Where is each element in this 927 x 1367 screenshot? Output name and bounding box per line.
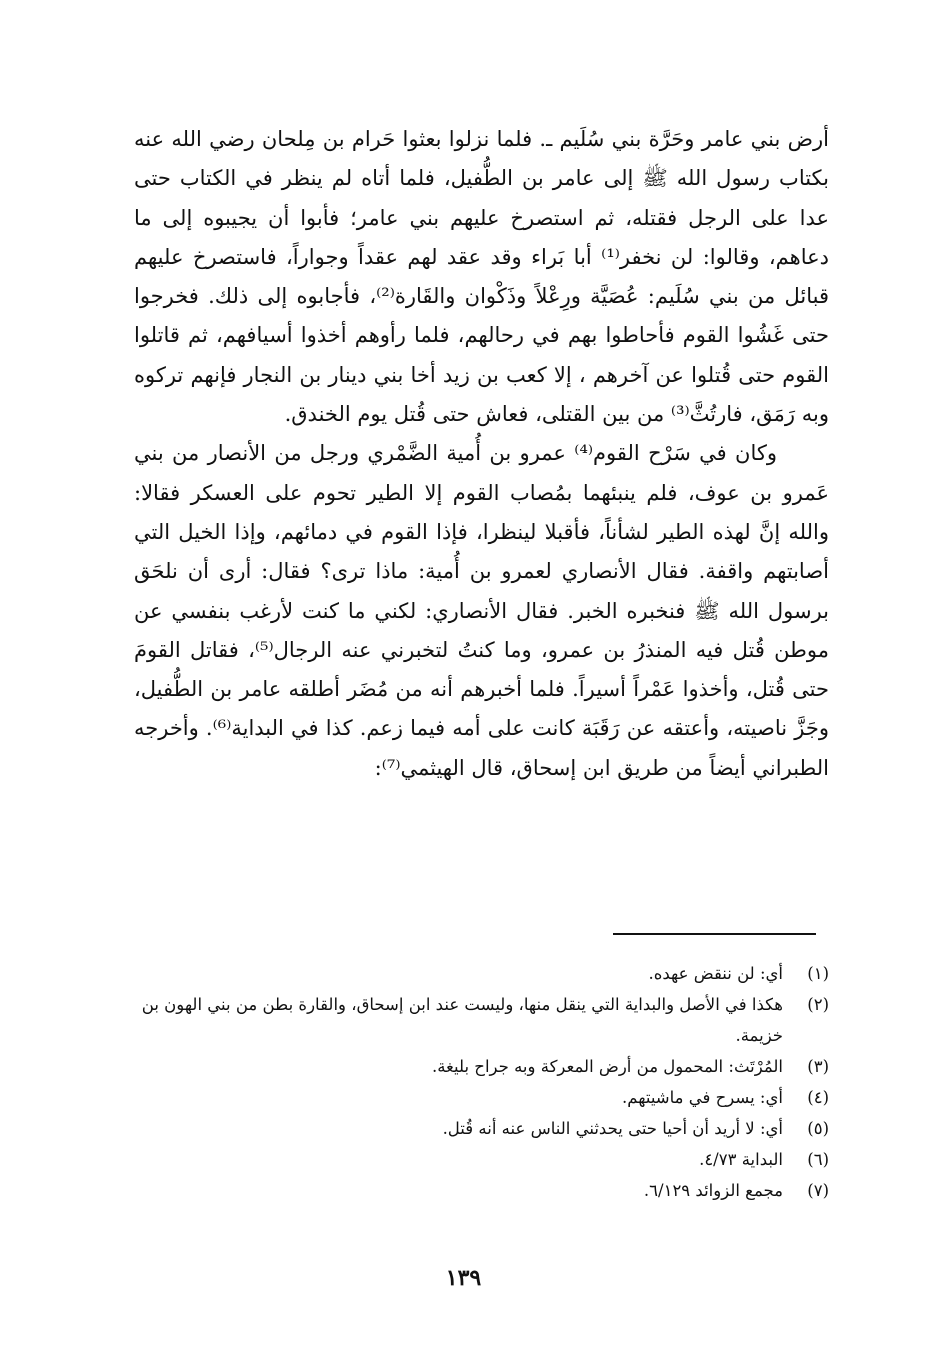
paragraph-2: وكان في سَرْح القوم⁽⁴⁾ عمرو بن أُمية الضَّمْري ورجل من الأنصار من بني عَمرو بن عوف، فلم ينبئهما بمُصاب القوم إلا الطير تحوم على العسكر فقالا: والله إنَّ لهذه الطير لشأناً، فأقبلا لينظرا، فإذا القوم في دمائهم، وإذا الخيل التي أصابتهم واقفة. فقال الأنصاري لعمرو بن أُمية: ماذا ترى؟ فقال: أرى أن نلحَق برسول الله ﷺ فنخبره الخبر. فقال الأنصاري: لكني ما كنت لأرغب بنفسي عن موطن قُتل فيه المنذرُ بن عمرو، وما كنتُ لتخبرني عنه الرجال⁽⁵⁾، فقاتل القومَ حتى قُتل، وأخذوا عَمْراً أسيراً. فلما أخبرهم أنه من مُضَر أطلقه عامر بن الطُّفيل، وجَزَّ ناصيته، وأعتقه عن رَقَبَة كانت على أمه فيما زعم. كذا في البداية⁽⁶⁾. وأخرجه الطبراني أيضاً من طريق ابن إسحاق، قال الهيثمي⁽⁷⁾:: [134, 441, 829, 780]
footnote-7: [116, 1175, 829, 1206]
footnote-number: (٧): [807, 1181, 829, 1200]
footnote-3: [116, 1051, 829, 1082]
footnote-text: أي: لن ننقض عهده.: [648, 964, 783, 983]
footnote-2: [116, 989, 829, 1051]
page-number: ١٣٩: [445, 1265, 482, 1291]
footnote-text: مجمع الزوائد ٦/١٢٩.: [643, 1181, 783, 1200]
footnote-text: المُرْتَث: المحمول من أرض المعركة وبه جراح بليغة.: [431, 1057, 783, 1076]
footnote-6: [116, 1144, 829, 1175]
main-text: [134, 120, 829, 788]
footnote-number: (١): [807, 964, 829, 983]
footnote-number: (٦): [807, 1150, 829, 1169]
footnote-4: [116, 1082, 829, 1113]
footnote-number: (٥): [807, 1119, 829, 1138]
footnote-number: (٤): [807, 1088, 829, 1107]
footnote-text: هكذا في الأصل والبداية التي ينقل منها، وليست عند ابن إسحاق، والقارة بطن من بني الهون بن خزيمة.: [141, 995, 783, 1045]
footnotes: [116, 958, 829, 1206]
footnote-number: (٢): [807, 995, 829, 1014]
paragraph-1: أرض بني عامر وحَرَّة بني سُلَيم ـ. فلما نزلوا بعثوا حَرام بن مِلحان رضي الله عنه بكتاب رسول الله ﷺ إلى عامر بن الطُّفيل، فلما أتاه لم ينظر في الكتاب حتى عدا على الرجل فقتله، ثم استصرخ عليهم بني عامر؛ فأبوا أن يجيبوه إلى ما دعاهم، وقالوا: لن نخفر⁽¹⁾ أبا بَراء وقد عقد لهم عقداً وجواراً، فاستصرخ عليهم قبائل من بني سُلَيم: عُصَيَّة ورِعْلاً وذَكْوان والقَارة⁽²⁾، فأجابوه إلى ذلك. فخرجوا حتى غَشُوا القوم فأحاطوا بهم في رحالهم، فلما رأوهم أخذوا أسيافهم، ثم قاتلوا القوم حتى قُتلوا عن آخرهم ، إلا كعب بن زيد أخا بني دينار بن النجار فإنهم تركوه وبه رَمَق، فارتُثَّ⁽³⁾ من بين القتلى، فعاش حتى قُتل يوم الخندق.: [134, 127, 830, 427]
footnote-text: البداية ٤/٧٣.: [699, 1150, 783, 1169]
footnote-text: أي: لا أريد أن أحيا حتى يحدثني الناس عنه أنه قُتل.: [442, 1119, 783, 1138]
footnote-5: [116, 1113, 829, 1144]
footnote-1: [116, 958, 829, 989]
footnote-separator: [613, 933, 816, 935]
footnote-text: أي: يسرح في ماشيتهم.: [622, 1088, 783, 1107]
footnote-number: (٣): [807, 1057, 829, 1076]
